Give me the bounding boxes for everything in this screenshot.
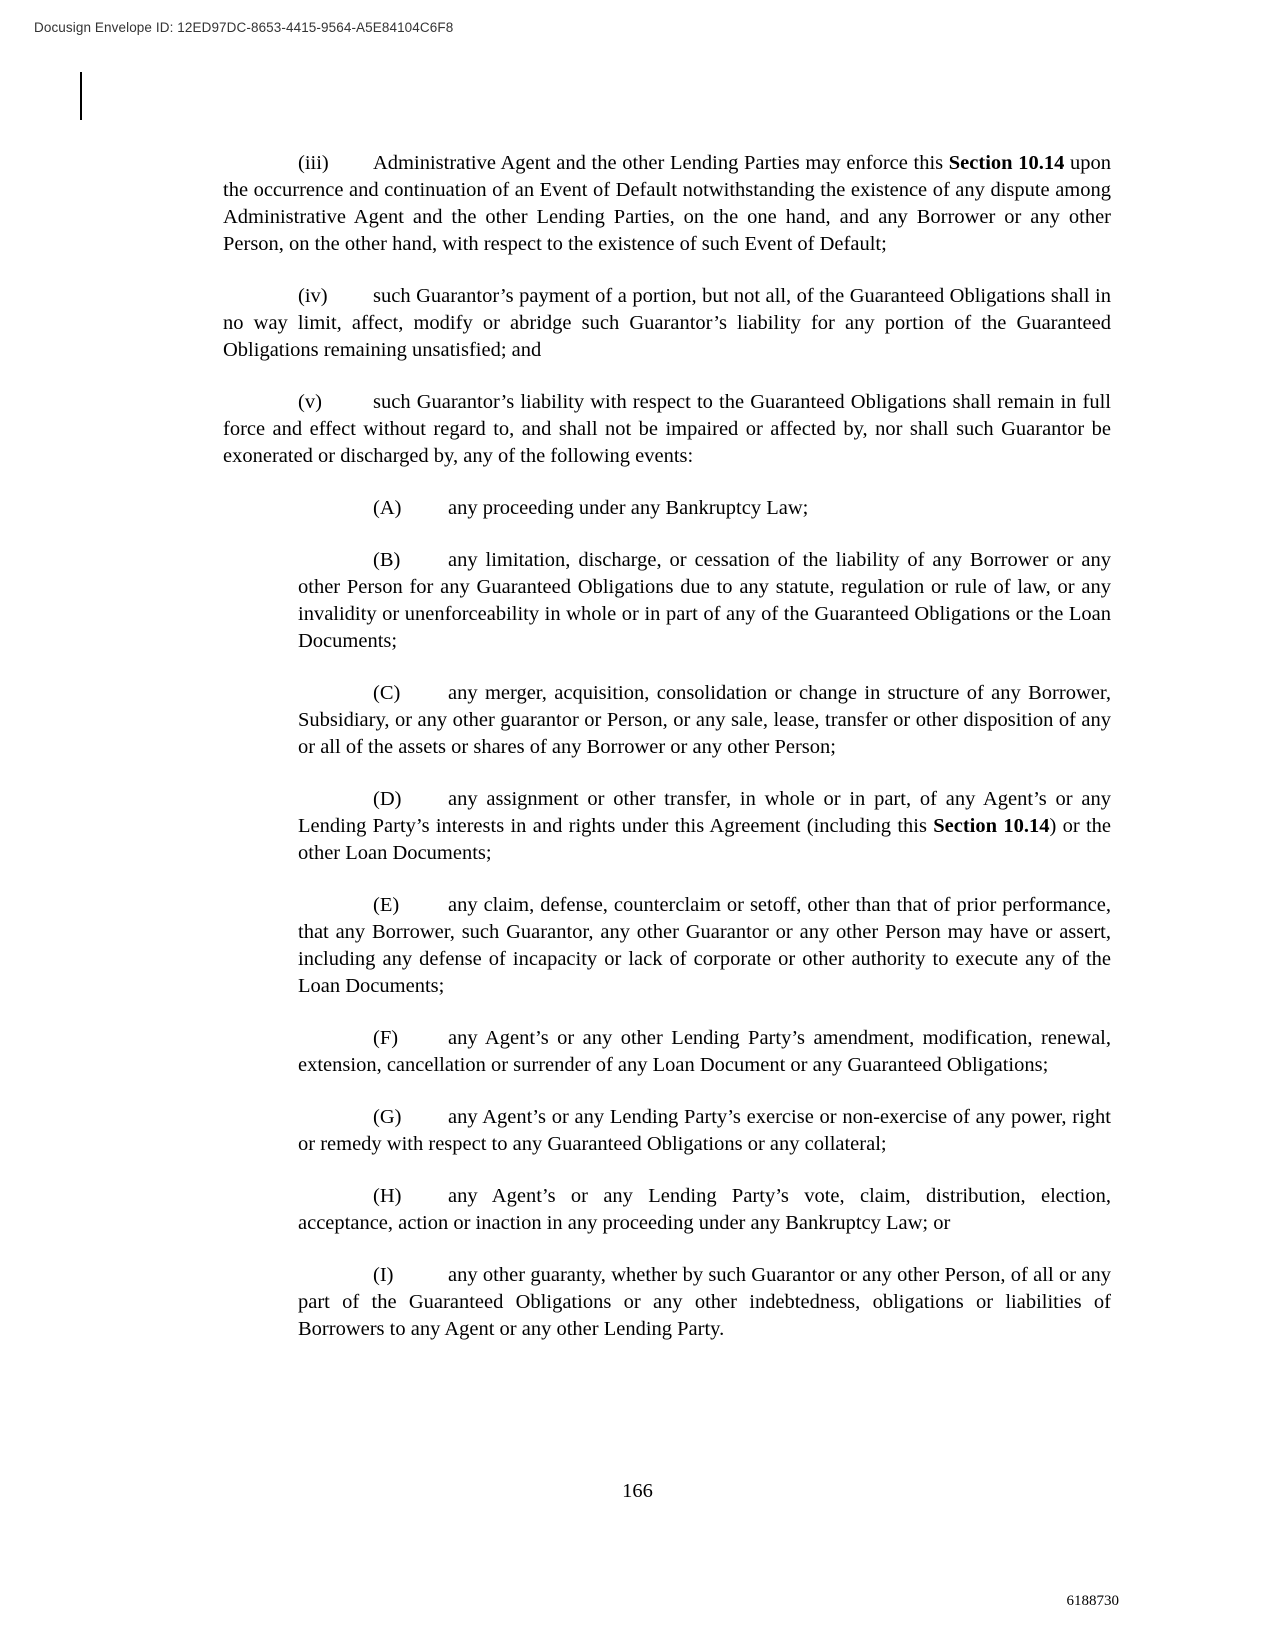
event-number: (E): [373, 894, 400, 916]
event-text: any Agent’s or any Lending Party’s vote, claim, distribution, election, acceptance, action or inaction in any proceeding under any Bankruptcy Law; or: [298, 1185, 1111, 1234]
paragraph-number: (iv): [298, 285, 328, 307]
section-reference: Section 10.14: [948, 152, 1065, 174]
document-id: 6188730: [1066, 1593, 1119, 1609]
event-number: (B): [373, 549, 401, 571]
paragraph-number: (v): [298, 391, 322, 413]
paragraph-iii: [223, 150, 1111, 258]
event-text: any claim, defense, counterclaim or setoff, other than that of prior performance, that any Borrower, such Guarantor, any other Guarantor or any other Person may have or assert, including any defense of incapacity or lack of corporate or other authority to execute any of the Loan Documents;: [298, 894, 1111, 997]
event-number: (G): [373, 1106, 402, 1128]
event-a: [298, 495, 1111, 522]
event-number: (D): [373, 788, 402, 810]
event-text: ) or the other Loan Documents;: [298, 815, 1112, 864]
event-number: (A): [373, 497, 402, 519]
paragraph-iv: [223, 283, 1111, 364]
event-text: any Agent’s or any other Lending Party’s amendment, modification, renewal, extension, cancellation or surrender of any Loan Document or any Guaranteed Obligations;: [298, 1027, 1111, 1076]
event-g: [298, 1104, 1111, 1158]
paragraph-text: Administrative Agent and the other Lending Parties may enforce this: [373, 152, 949, 174]
event-text: any proceeding under any Bankruptcy Law;: [448, 497, 809, 519]
event-b: [298, 547, 1111, 655]
envelope-id: Docusign Envelope ID: 12ED97DC-8653-4415-9564-A5E84104C6F8: [34, 20, 454, 35]
paragraph-number: (iii): [298, 152, 329, 174]
event-c: [298, 680, 1111, 761]
event-number: (H): [373, 1185, 402, 1207]
paragraph-v: [223, 389, 1111, 470]
event-text: any limitation, discharge, or cessation of the liability of any Borrower or any other Person for any Guaranteed Obligations due to any statute, regulation or rule of law, or any invalidity or unenforceability in whole or in part of any of the Guaranteed Obligations or the Loan Documents;: [298, 549, 1111, 652]
event-number: (C): [373, 682, 401, 704]
event-text: any other guaranty, whether by such Guarantor or any other Person, of all or any part of the Guaranteed Obligations or any other indebtedness, obligations or liabilities of Borrowers to any Agent or any other Lending Party.: [298, 1264, 1111, 1340]
paragraph-text: such Guarantor’s liability with respect to the Guaranteed Obligations shall remain in full force and effect without regard to, and shall not be impaired or affected by, nor shall such Guarantor be exonerated or discharged by, any of the following events:: [223, 391, 1111, 467]
page-number: 166: [622, 1480, 653, 1502]
event-d: [298, 786, 1111, 867]
event-f: [298, 1025, 1111, 1079]
event-i: [298, 1262, 1111, 1343]
paragraph-text: such Guarantor’s payment of a portion, but not all, of the Guaranteed Obligations shall in no way limit, affect, modify or abridge such Guarantor’s liability for any portion of the Guaranteed Obligations remaining unsatisfied; and: [223, 285, 1111, 361]
section-reference: Section 10.14: [933, 815, 1050, 837]
revision-change-bar: [80, 72, 82, 120]
event-number: (I): [373, 1264, 394, 1286]
document-body: [223, 150, 1111, 1368]
event-h: [298, 1183, 1111, 1237]
event-number: (F): [373, 1027, 399, 1049]
event-text: any assignment or other transfer, in whole or in part, of any Agent’s or any Lending Party’s interests in and rights under this Agreement (including this: [298, 788, 1111, 837]
event-text: any Agent’s or any Lending Party’s exercise or non-exercise of any power, right or remedy with respect to any Guaranteed Obligations or any collateral;: [298, 1106, 1111, 1155]
event-e: [298, 892, 1111, 1000]
event-text: any merger, acquisition, consolidation or change in structure of any Borrower, Subsidiary, or any other guarantor or Person, or any sale, lease, transfer or other disposition of any or all of the assets or shares of any Borrower or any other Person;: [298, 682, 1111, 758]
paragraph-text: upon the occurrence and continuation of an Event of Default notwithstanding the existence of any dispute among Administrative Agent and the other Lending Parties, on the one hand, and any Borrower or any other Person, on the other hand, with respect to the existence of such Event of Default;: [223, 152, 1112, 255]
